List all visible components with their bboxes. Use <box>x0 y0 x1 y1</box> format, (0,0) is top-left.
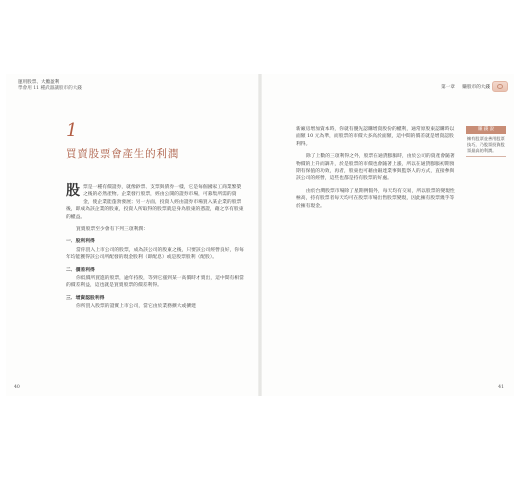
right-page <box>260 74 514 396</box>
intro-text: 票是一種有價證券，就像鈔票、支票與債券一樣，它是每個國家工商業繁榮之後的必然產物。企業發行股票，經由公開的證券市場，可募集所需的資金，使企業能蓬勃發展；另一方面，投資人經由證券市場買入某企業的股票後，即成為該企業的股東，投資人所取得的股票就是身為股東的憑證，藉之享有股東的權益。 <box>66 185 244 220</box>
header-title: 賺股市的大錢 <box>462 85 490 90</box>
margin-note-text: 擁有股票並善用股票技巧，乃股票投資股票最高的利潤。 <box>466 134 506 157</box>
profit-intro: 買賣股票至少會有下列三項利潤： <box>76 227 148 233</box>
running-header-right <box>435 84 490 90</box>
subhead-dividend: 一．股利利得 <box>66 238 95 245</box>
right-para-3: 由於台灣股票市場除了星期例假外，每天均有交易，所以股票的變現性極高，持有股票者每天均可在股票市場出售股票變現，因此擁有股票幾乎等於擁有現金。 <box>296 188 455 209</box>
coin-icon <box>492 81 508 92</box>
running-header-left <box>18 80 82 92</box>
rights-issue-text: 你所買入股票的證實上市公司，當它由於業務擴大或擴建 <box>76 304 196 310</box>
right-para-2: 除了上數的三項利得之外，股票在通貨膨脹時，由於公司的資產會隨著物價的上升而調升，於是股票的市價也會隨著上漲，所以在通貨膨脹初期預期有保值的功效，再者，股東也可藉由銀達業事與監察人的方式，直接參與該公司的經營，這些也都是持有股票的好處。 <box>296 154 455 182</box>
header-chapter: 第一章 <box>441 85 455 90</box>
header-line-2: 學會用 11 種武器讓股市的大錢 <box>18 86 82 91</box>
intro-paragraph <box>66 184 244 221</box>
left-page <box>6 74 260 396</box>
right-body-text <box>296 126 456 215</box>
chapter-title: 買賣股票會產生的利潤 <box>66 148 179 160</box>
page-number-right: 41 <box>498 385 504 390</box>
drop-cap: 股 <box>66 183 80 199</box>
chapter-number: 1 <box>66 120 78 141</box>
page-number-left: 40 <box>14 385 20 390</box>
right-para-1: 新廠房增加資本時，你就有優先認購增資股份的權利，通常原股東認購時以面額 10 元為準，而股票的市價大多高於面額，這中間的價差就是增資認股利得。 <box>296 127 455 147</box>
price-gap-text: 你低價所買進的股票，逾年持股，等到它漲到某一高價時才賣出，這中間有相當的價差利益，這也就是買賣股票的價差利得。 <box>66 276 244 289</box>
margin-note <box>466 126 506 157</box>
subhead-rights-issue: 三．增資認股利得 <box>66 294 105 301</box>
header-line-1: 運用股票、大膽盈利 <box>18 80 60 85</box>
margin-note-tag: 賺 錢 說 <box>466 126 506 134</box>
left-body-text <box>66 184 244 316</box>
book-spread <box>6 74 514 396</box>
subhead-price-gap: 二．價差利得 <box>66 266 95 273</box>
dividend-text: 當你買入上市公司的股票，成為該公司的股東之後，只要該公司經營良好，你每年均能獲得該公司所配發的現金股利（即配息）或是股票股利（配股）。 <box>66 247 244 261</box>
